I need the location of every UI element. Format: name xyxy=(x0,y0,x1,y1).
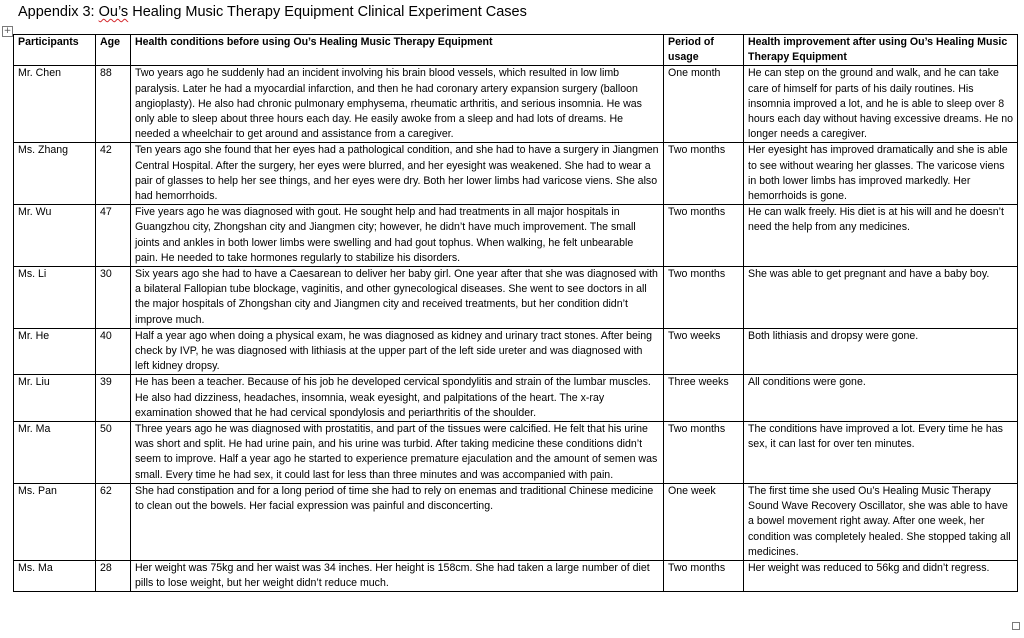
participant-cell: Ms. Pan xyxy=(14,483,96,560)
age-cell: 39 xyxy=(96,375,131,422)
participant-cell: Mr. Chen xyxy=(14,66,96,143)
table-row xyxy=(14,483,1018,560)
period-cell: One month xyxy=(664,66,744,143)
period-cell: One week xyxy=(664,483,744,560)
after-cell: He can step on the ground and walk, and he can take care of himself for parts of his daily routines. His insomnia improved a lot, and he is able to sleep over 8 hours each day without having excessive dreams. He no longer needs a caregiver. xyxy=(744,66,1018,143)
before-cell: He has been a teacher. Because of his job he developed cervical spondylitis and strain of the lumbar muscles. He also had dizziness, headaches, insomnia, weak eyesight, and palpitations of the heart. The x-ray examination showed that he had cervical spondylosis and periarthritis of the shoulder. xyxy=(131,375,664,422)
table-row xyxy=(14,267,1018,329)
participant-cell: Ms. Zhang xyxy=(14,143,96,205)
table-row xyxy=(14,143,1018,205)
after-cell: Her eyesight has improved dramatically and she is able to see without wearing her glasses. The varicose viens in both lower limbs has improved markedly. Her hemorrhoids is gone. xyxy=(744,143,1018,205)
table-move-handle-icon[interactable]: + xyxy=(3,26,12,36)
after-cell: All conditions were gone. xyxy=(744,375,1018,422)
after-cell: Both lithiasis and dropsy were gone. xyxy=(744,328,1018,375)
title-suffix: Healing Music Therapy Equipment Clinical Experiment Cases xyxy=(128,4,527,20)
before-cell: Ten years ago she found that her eyes had a pathological condition, and she had to have a surgery in Jiangmen Central Hospital. After the surgery, her eyes were blurred, and her eyesight was weakened. She had to wear a pair of glasses to help her see things, and her eyes were dry. Both her lower limbs had varicose viens. She also had hemorrhoids. xyxy=(131,143,664,205)
period-cell: Two months xyxy=(664,560,744,591)
participant-cell: Mr. Ma xyxy=(14,422,96,484)
table-resize-handle[interactable] xyxy=(1012,622,1020,630)
age-cell: 88 xyxy=(96,66,131,143)
participant-cell: Ms. Ma xyxy=(14,560,96,591)
table-row xyxy=(14,205,1018,267)
after-cell: Her weight was reduced to 56kg and didn’t regress. xyxy=(744,560,1018,591)
before-cell: She had constipation and for a long period of time she had to rely on enemas and traditional Chinese medicine to clean out the bowels. Her facial expression was painful and disconcerting. xyxy=(131,483,664,560)
cases-table xyxy=(13,34,1018,592)
table-header-row xyxy=(14,35,1018,66)
period-cell: Two months xyxy=(664,143,744,205)
table-row xyxy=(14,66,1018,143)
participant-cell: Mr. Liu xyxy=(14,375,96,422)
after-cell: The first time she used Ou’s Healing Music Therapy Sound Wave Recovery Oscillator, she was able to have a bowel movement right away. After one week, her condition was completely healed. She stopped taking all medicines. xyxy=(744,483,1018,560)
table-row xyxy=(14,375,1018,422)
before-cell: Five years ago he was diagnosed with gout. He sought help and had treatments in all major hospitals in Guangzhou city, Zhongshan city and Jiangmen city; however, he didn’t have much improvement. The small joints and ankles in both lower limbs were swelling and had gout tophus. When walking, he felt unbearable pain. He needed to take hormones regularly to stabilize his disorders. xyxy=(131,205,664,267)
page-title xyxy=(18,4,527,20)
after-cell: She was able to get pregnant and have a baby boy. xyxy=(744,267,1018,329)
header-before: Health conditions before using Ou’s Healing Music Therapy Equipment xyxy=(131,35,664,66)
age-cell: 47 xyxy=(96,205,131,267)
before-cell: Two years ago he suddenly had an incident involving his brain blood vessels, which resulted in low limb paralysis. Later he had a myocardial infarction, and then he had coronary artery expansion surgery (balloon angioplasty). He also had chronic pulmonary emphysema, rheumatic arthritis, and serious insomnia. He was only able to sleep about three hours each day. He easily awoke from a sleep and had lots of dreams. He needed a wheelchair to get around and assistance from a caregiver. xyxy=(131,66,664,143)
before-cell: Three years ago he was diagnosed with prostatitis, and part of the tissues were calcified. He felt that his urine was short and split. He had urine pain, and his urine was turbid. After taking medicine these conditions didn’t seem to improve. Half a year ago he started to experience premature ejaculation and the amount of semen was small. Every time he had sex, it could last for less than three minutes and was accompanied with pain. xyxy=(131,422,664,484)
before-cell: Six years ago she had to have a Caesarean to deliver her baby girl. One year after that she was diagnosed with a bilateral Fallopian tube blockage, vaginitis, and other gynecological diseases. She went to see doctors in all the major hospitals of Zhongshan city and Jiangmen city and received treatments, but her condition didn’t improve much. xyxy=(131,267,664,329)
title-brand: Ou’s xyxy=(98,4,129,20)
before-cell: Her weight was 75kg and her waist was 34 inches. Her height is 158cm. She had taken a large number of diet pills to lose weight, but her weight didn’t reduce much. xyxy=(131,560,664,591)
age-cell: 30 xyxy=(96,267,131,329)
title-prefix: Appendix 3: xyxy=(18,4,99,20)
period-cell: Two months xyxy=(664,422,744,484)
table-row xyxy=(14,560,1018,591)
after-cell: The conditions have improved a lot. Every time he has sex, it can last for over ten minutes. xyxy=(744,422,1018,484)
table-row xyxy=(14,422,1018,484)
header-age: Age xyxy=(96,35,131,66)
header-after: Health improvement after using Ou’s Healing Music Therapy Equipment xyxy=(744,35,1018,66)
before-cell: Half a year ago when doing a physical exam, he was diagnosed as kidney and urinary tract stones. After being check by IVP, he was diagnosed with lithiasis at the upper part of the left side ureter and was diagnosed with left kidney dropsy. xyxy=(131,328,664,375)
period-cell: Three weeks xyxy=(664,375,744,422)
age-cell: 42 xyxy=(96,143,131,205)
after-cell: He can walk freely. His diet is at his will and he doesn’t need the help from any medicines. xyxy=(744,205,1018,267)
age-cell: 50 xyxy=(96,422,131,484)
participant-cell: Mr. Wu xyxy=(14,205,96,267)
age-cell: 40 xyxy=(96,328,131,375)
participant-cell: Ms. Li xyxy=(14,267,96,329)
period-cell: Two weeks xyxy=(664,328,744,375)
header-participants: Participants xyxy=(14,35,96,66)
age-cell: 28 xyxy=(96,560,131,591)
header-period: Period of usage xyxy=(664,35,744,66)
period-cell: Two months xyxy=(664,205,744,267)
period-cell: Two months xyxy=(664,267,744,329)
age-cell: 62 xyxy=(96,483,131,560)
participant-cell: Mr. He xyxy=(14,328,96,375)
table-row xyxy=(14,328,1018,375)
